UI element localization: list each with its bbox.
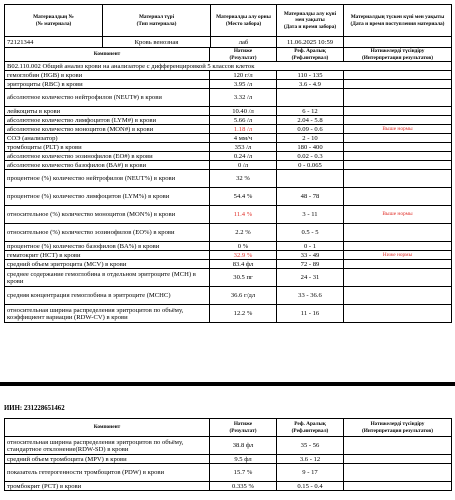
interpretation: Ниже нормы [344,251,452,260]
result-row [5,224,452,242]
component-name: эритроциты (RBC) в крови [5,80,210,89]
result-value: 5.66 /л [210,116,277,125]
component-name: лейкоциты в крови [5,107,210,116]
reference-range: 0.15 - 0.4 [277,482,344,491]
result-row [5,107,452,116]
reference-range: 24 - 31 [277,269,344,287]
component-name: средний объем тромбоцита (MPV) в крови [5,455,210,464]
component-name: относительное (%) количество моноцитов (MON%) в крови [5,206,210,224]
results-table [4,47,452,323]
component-name: тромбокрит (PCT) в крови [5,482,210,491]
component-name: абсолютное количество эозинофилов (EO#) в крови [5,152,210,161]
reference-range: 72 - 89 [277,260,344,269]
result-row [5,152,452,161]
reference-range: 11 - 16 [277,305,344,323]
interpretation [344,71,452,80]
result-header: Нәтиже (Результат) [210,48,277,62]
material-number-header: Материалдың № (№ материала) [5,5,103,37]
component-name: абсолютное количество нейтрофилов (NEUT#) в крови [5,89,210,107]
component-name: средняя концентрация гемоглобина в эритроците (MCHC) [5,287,210,305]
result-row [5,134,452,143]
result-row [5,143,452,152]
reference-range: 33 - 36.6 [277,287,344,305]
interpretation-header: Нәтижелерді түсіндіру (Интерпретация результатов) [344,419,452,437]
component-name: гематокрит (HCT) в крови [5,251,210,260]
interpretation [344,242,452,251]
results-table-continued [4,418,452,491]
component-header: Компонент [5,419,210,437]
result-value: 54.4 % [210,188,277,206]
result-value: 32.9 % [210,251,277,260]
result-row [5,287,452,305]
interpretation [344,80,452,89]
result-value: 15.7 % [210,464,277,482]
material-number: 72121344 [5,37,103,48]
reference-range: 0.5 - 5 [277,224,344,242]
component-name: тромбоциты (PLT) в крови [5,143,210,152]
reference-range: 0 - 1 [277,242,344,251]
component-name: абсолютное количество лимфоцитов (LYM#) в крови [5,116,210,125]
result-value: 36.6 г/дл [210,287,277,305]
result-value: 0.24 /л [210,152,277,161]
patient-inn: ИИН: 231228651462 [4,405,65,412]
result-value: 2.2 % [210,224,277,242]
interpretation [344,269,452,287]
component-name: относительное (%) количество эозинофилов (EO%) в крови [5,224,210,242]
reference-range: 3.6 - 4.9 [277,80,344,89]
receipt-date-header: Материалдың түскен күні мен уақыты (Дата и время поступления материала) [344,5,452,37]
reference-range: 0 - 0.065 [277,161,344,170]
reference-range [277,89,344,107]
result-value: 0 /л [210,161,277,170]
interpretation [344,134,452,143]
interpretation [344,437,452,455]
interpretation [344,89,452,107]
result-row [5,242,452,251]
collection-date: 11.06.2025 10:59 [277,37,344,48]
result-value: 83.4 фл [210,260,277,269]
interpretation [344,224,452,242]
result-value: 38.8 фл [210,437,277,455]
interpretation [344,188,452,206]
interpretation [344,116,452,125]
collection-place-header: Материалды алу орны (Место забора) [211,5,277,37]
reference-range [277,170,344,188]
result-row [5,482,452,491]
reference-range: 3 - 11 [277,206,344,224]
component-name: СОЭ (анализатор) [5,134,210,143]
result-row [5,80,452,89]
result-row [5,437,452,455]
reference-range: 0.09 - 0.6 [277,125,344,134]
reference-range: 3.6 - 12 [277,455,344,464]
material-type: Кровь венозная [103,37,211,48]
result-row [5,305,452,323]
receipt-date [344,37,452,48]
result-value: 3.95 /л [210,80,277,89]
interpretation [344,152,452,161]
material-type-header: Материал түрі (Тип материала) [103,5,211,37]
interpretation: Выше нормы [344,206,452,224]
collection-place: лаб [211,37,277,48]
result-value: 353 /л [210,143,277,152]
result-value: 11.4 % [210,206,277,224]
result-row [5,260,452,269]
component-name: средний объем эритроцита (MCV) в крови [5,260,210,269]
result-value: 3.32 /л [210,89,277,107]
material-info-table [4,4,452,48]
component-name: процентное (%) количество базофилов (BA%) в крови [5,242,210,251]
reference-range: 0.02 - 0.3 [277,152,344,161]
page-divider [0,382,455,386]
component-name: гемоглобин (HGB) в крови [5,71,210,80]
result-value: 10.40 /л [210,107,277,116]
reference-range: 9 - 17 [277,464,344,482]
result-header: Нәтиже (Результат) [210,419,277,437]
component-name: показатель гетерогенности тромбоцитов (PDW) в крови [5,464,210,482]
interpretation [344,305,452,323]
reference-range: 48 - 78 [277,188,344,206]
result-value: 32 % [210,170,277,188]
interpretation [344,161,452,170]
result-row [5,71,452,80]
reference-range: 180 - 400 [277,143,344,152]
component-name: процентное (%) количество нейтрофилов (NEUT%) в крови [5,170,210,188]
interpretation [344,464,452,482]
reference-range: 33 - 49 [277,251,344,260]
component-header: Компонент [5,48,210,62]
component-name: абсолютное количество базофилов (BA#) в крови [5,161,210,170]
reference-range: 2 - 10 [277,134,344,143]
result-value: 30.5 пг [210,269,277,287]
result-value: 0 % [210,242,277,251]
result-row [5,89,452,107]
interpretation [344,170,452,188]
interpretation [344,482,452,491]
result-value: 4 мм/ч [210,134,277,143]
component-name: процентное (%) количество лимфоцитов (LYM%) в крови [5,188,210,206]
section-title: B02.110.002 Общий анализ крови на анализаторе с дифференцировкой 5 классов клеток [5,62,452,71]
result-row [5,170,452,188]
result-row [5,116,452,125]
result-row [5,269,452,287]
result-value: 9.5 фл [210,455,277,464]
collection-date-header: Материалды алу күні мен уақыты (Дата и время забора) [277,5,344,37]
interpretation-header: Нәтижелерді түсіндіру (Интерпретация результатов) [344,48,452,62]
result-value: 0.335 % [210,482,277,491]
component-name: относительная ширина распределения эритроцитов по объёму, стандартное отклонение(RDW-SD) в крови [5,437,210,455]
component-name: абсолютное количество моноцитов (MON#) в крови [5,125,210,134]
result-row [5,206,452,224]
reference-range: 35 - 56 [277,437,344,455]
interpretation [344,455,452,464]
reference-header: Реф. Аралық (Реф.интервал) [277,48,344,62]
reference-range: 110 - 135 [277,71,344,80]
result-row [5,125,452,134]
reference-range: 2.04 - 5.8 [277,116,344,125]
result-row [5,251,452,260]
result-row [5,161,452,170]
result-value: 12.2 % [210,305,277,323]
result-value: 1.18 /л [210,125,277,134]
interpretation [344,260,452,269]
interpretation [344,143,452,152]
reference-header: Реф. Аралық (Реф.интервал) [277,419,344,437]
interpretation: Выше нормы [344,125,452,134]
interpretation [344,287,452,305]
result-row [5,188,452,206]
interpretation [344,107,452,116]
component-name: относительная ширина распределения эритроцитов по объёму, коэффициент вариации (RDW-CV) в крови [5,305,210,323]
reference-range: 6 - 12 [277,107,344,116]
component-name: среднее содержание гемоглобина в отдельном эритроците (MCH) в крови [5,269,210,287]
result-value: 120 г/л [210,71,277,80]
result-row [5,464,452,482]
result-row [5,455,452,464]
